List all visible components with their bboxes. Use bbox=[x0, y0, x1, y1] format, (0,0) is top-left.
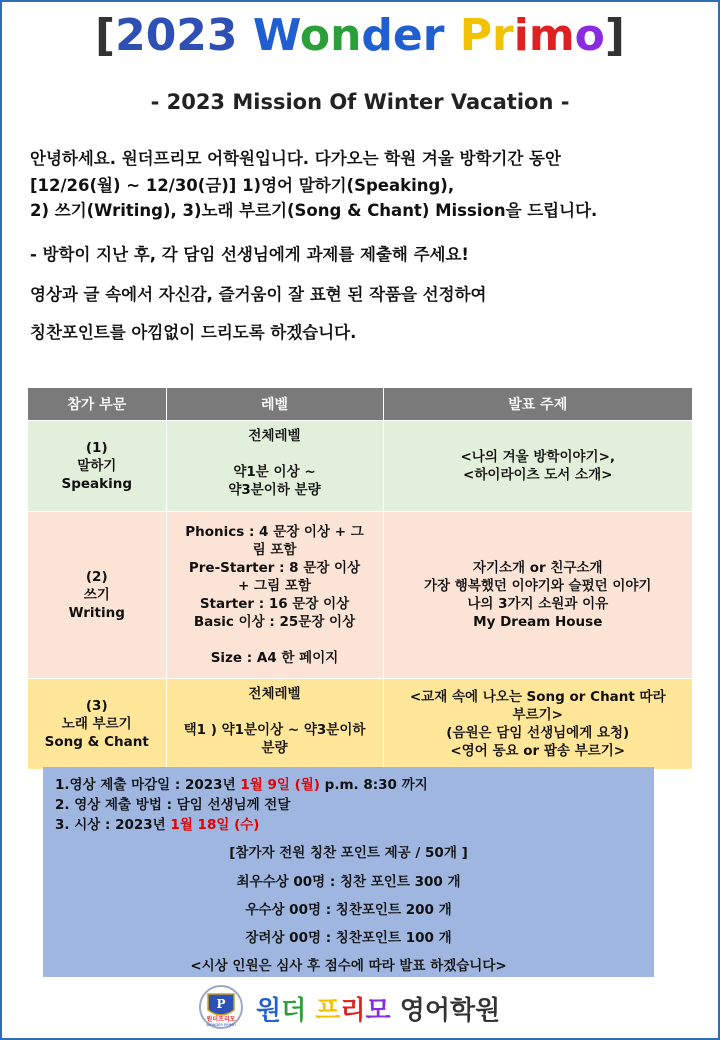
cell-category: (1) 말하기 Speaking bbox=[28, 421, 166, 512]
title-part: n bbox=[330, 10, 362, 61]
title-part: 2023 bbox=[115, 10, 253, 61]
notice-box bbox=[43, 767, 654, 977]
intro-line-1: 안녕하세요. 원더프리모 어학원입니다. 다가오는 학원 겨울 방학기간 동안 bbox=[30, 149, 561, 168]
cell-topic: 자기소개 or 친구소개 가장 행복했던 이야기와 슬펐던 이야기 나의 3가지 소원과 이유 My Dream House bbox=[383, 512, 692, 679]
title-part: W bbox=[252, 10, 300, 61]
cell-level: 전체레벨 약1분 이상 ~ 약3분이하 분량 bbox=[166, 421, 383, 512]
table-row-speaking bbox=[28, 421, 692, 512]
notice-closing: <시상 인원은 심사 후 점수에 따라 발표 하겠습니다> bbox=[190, 958, 507, 974]
cell-level: Phonics : 4 문장 이상 + 그 림 포함 Pre-Starter : 8 문장 이상 + 그림 포함 Starter : 16 문장 이상 Basic 이상 : 25문장 이상 Size : A4 한 페이지 bbox=[166, 512, 383, 679]
academy-name-part: 모 bbox=[365, 996, 400, 1026]
svg-text:WONDER PRIMO: WONDER PRIMO bbox=[206, 1023, 236, 1027]
academy-name bbox=[256, 990, 500, 1027]
footer bbox=[0, 982, 720, 1032]
title-part: P bbox=[459, 10, 493, 61]
table-row-writing bbox=[28, 512, 692, 679]
svg-text:P: P bbox=[216, 997, 226, 1011]
title-part: e bbox=[392, 10, 423, 61]
cell-category: (3) 노래 부르기 Song & Chant bbox=[28, 679, 166, 770]
title-part: r bbox=[422, 10, 445, 61]
title-part: d bbox=[361, 10, 393, 61]
intro-line-2: [12/26(월) ~ 12/30(금)] 1)영어 말하기(Speaking), bbox=[30, 176, 455, 195]
mission-table bbox=[28, 388, 692, 769]
title-part: i bbox=[513, 10, 529, 61]
page-subtitle: - 2023 Mission Of Winter Vacation - bbox=[150, 90, 570, 114]
academy-logo bbox=[198, 984, 244, 1030]
title-part: r bbox=[492, 10, 514, 61]
header-level: 레벨 bbox=[166, 388, 383, 421]
table-header-row bbox=[28, 388, 692, 421]
title-part: o bbox=[574, 10, 605, 61]
intro-line-4: - 방학이 지난 후, 각 담임 선생님에게 과제를 제출해 주세요! bbox=[30, 245, 469, 264]
notice-award-date: 3. 시상 : 2023년 1월 18일 (수) bbox=[55, 817, 260, 833]
academy-name-part: 프 bbox=[315, 996, 341, 1026]
header-category: 참가 부문 bbox=[28, 388, 166, 421]
cell-topic: <나의 겨울 방학이야기>, <하이라이츠 도서 소개> bbox=[383, 421, 692, 512]
academy-name-part: 더 bbox=[281, 996, 316, 1026]
notice-award-first: 최우수상 00명 : 칭찬 포인트 300 개 bbox=[236, 874, 461, 890]
deadline-date: 1월 9일 (월) bbox=[240, 777, 320, 793]
notice-method: 2. 영상 제출 방법 : 담임 선생님께 전달 bbox=[55, 797, 291, 813]
academy-name-part: 리 bbox=[340, 996, 366, 1026]
page-title bbox=[0, 10, 720, 61]
intro-line-6: 칭찬포인트를 아낌없이 드리도록 하겠습니다. bbox=[30, 323, 357, 342]
award-date: 1월 18일 (수) bbox=[170, 817, 260, 833]
title-part: m bbox=[528, 10, 575, 61]
notice-award-second: 우수상 00명 : 칭찬포인트 200 개 bbox=[245, 902, 452, 918]
title-text bbox=[115, 10, 605, 61]
title-bracket-open: [ bbox=[94, 10, 116, 61]
academy-name-part: 영어학원 bbox=[399, 996, 501, 1026]
title-bracket-close: ] bbox=[604, 10, 626, 61]
svg-text:원더프리모: 원더프리모 bbox=[206, 1016, 236, 1023]
intro-line-3: 2) 쓰기(Writing), 3)노래 부르기(Song & Chant) Mission을 드립니다. bbox=[30, 201, 598, 220]
intro-line-5: 영상과 글 속에서 자신감, 즐거움이 잘 표현 된 작품을 선정하여 bbox=[30, 285, 487, 304]
header-topic: 발표 주제 bbox=[383, 388, 692, 421]
title-part bbox=[444, 10, 459, 61]
cell-category: (2) 쓰기 Writing bbox=[28, 512, 166, 679]
cell-level: 전체레벨 택1 ) 약1분이상 ~ 약3분이하 분량 bbox=[166, 679, 383, 770]
notice-award-third: 장려상 00명 : 칭찬포인트 100 개 bbox=[245, 930, 452, 946]
academy-name-part: 원 bbox=[256, 996, 282, 1026]
notice-deadline: 1.영상 제출 마감일 : 2023년 1월 9일 (월) p.m. 8:30 까지 bbox=[55, 777, 428, 793]
table-row-song bbox=[28, 679, 692, 770]
title-part: o bbox=[299, 10, 331, 61]
cell-topic: <교재 속에 나오는 Song or Chant 따라 부르기> (음원은 담임 선생님에게 요청) <영어 동요 or 팝송 부르기> bbox=[383, 679, 692, 770]
notice-reward-all: [참가자 전원 칭찬 포인트 제공 / 50개 ] bbox=[229, 845, 468, 861]
